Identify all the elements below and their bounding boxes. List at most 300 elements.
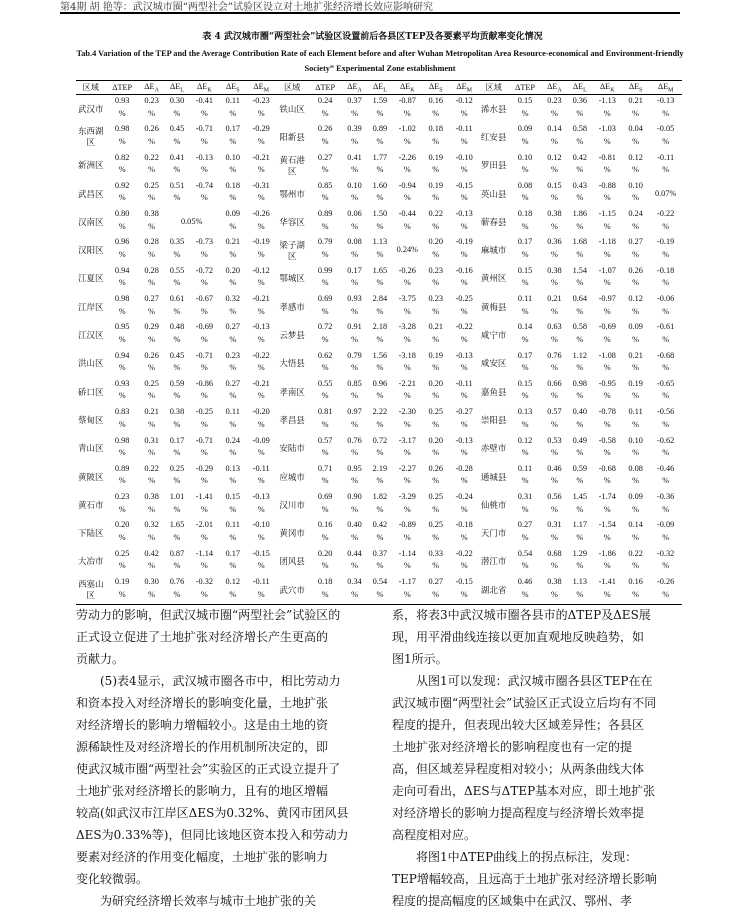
- value-cell: 0.22 %: [144, 152, 159, 175]
- value-cell: 0.48 %: [169, 322, 185, 344]
- value-cell: -1.17 %: [398, 577, 416, 599]
- region-cell: 黄石港区: [279, 154, 305, 176]
- value-cell: 0.21 %: [428, 322, 443, 344]
- value-cell: 0.29 %: [144, 322, 159, 344]
- value-cell: -1.08 %: [598, 350, 616, 373]
- region-cell: 黄梅县: [480, 301, 507, 312]
- paragraph-line: 土地扩张对经济增长的影响力，且有的地区增幅: [76, 784, 329, 798]
- region-cell: 梁子湖区: [279, 239, 305, 261]
- value-cell: -0.71 %: [195, 350, 214, 373]
- region-cell: 黄石市: [77, 499, 104, 510]
- value-cell: 0.10 %: [628, 180, 643, 203]
- region-cell: 湖北省: [480, 584, 507, 595]
- value-cell: 0.16 %: [628, 577, 643, 599]
- value-cell: 1.77 %: [372, 152, 388, 175]
- value-cell: 0.20 %: [114, 520, 130, 542]
- value-cell: 0.42 %: [372, 520, 388, 542]
- value-cell: 0.17 %: [517, 237, 533, 259]
- paragraph-line: (5)表4显示，武汉城市圈各市中，相比劳动力: [100, 674, 341, 688]
- region-cell: 红安县: [480, 131, 507, 142]
- value-cell: 0.45 %: [169, 124, 185, 146]
- value-cell: -0.09 %: [657, 520, 675, 542]
- value-cell: 0.55 %: [169, 265, 185, 288]
- region-cell: 仙桃市: [480, 499, 507, 510]
- value-cell: 0.27 %: [225, 322, 241, 344]
- value-cell: 0.24%: [396, 245, 419, 255]
- paragraph-line: 对经济增长的影响力提高程度与经济增长效率提: [392, 806, 645, 820]
- value-cell: 0.96 %: [372, 378, 388, 401]
- table-row: [76, 123, 682, 151]
- paragraph-line: 正式设立促进了土地扩张对经济增长产生更高的: [76, 630, 329, 644]
- value-cell: 0.26 %: [144, 124, 159, 146]
- value-cell: 0.20 %: [428, 378, 443, 401]
- region-cell: 鄂城区: [279, 273, 305, 284]
- value-cell: -0.25 %: [455, 294, 473, 316]
- value-cell: -0.65 %: [657, 378, 675, 401]
- value-cell: 1.50 %: [372, 209, 388, 231]
- region-cell: 新洲区: [77, 160, 104, 171]
- value-cell: 0.11 %: [225, 520, 240, 542]
- value-cell: -1.41 %: [598, 577, 616, 599]
- table-header-cell: $\Delta E_L$: [169, 81, 184, 94]
- paragraph-line: 对经济增长的影响力增幅较小。这是由土地的资: [76, 718, 329, 732]
- value-cell: -0.21 %: [252, 152, 270, 175]
- table-header-cell: 区域: [283, 83, 301, 92]
- value-cell: 0.89 %: [317, 209, 333, 231]
- value-cell: 0.42 %: [572, 152, 588, 175]
- running-header-text: 第4期 胡 艳等：武汉城市圈“两型社会”试验区设立对土地扩张经济增长效应影响研究: [60, 2, 433, 13]
- region-cell: 蔡甸区: [77, 414, 104, 425]
- table-header-cell: $\Delta E_M$: [456, 81, 472, 94]
- region-cell: 嘉鱼县: [480, 386, 507, 397]
- value-cell: -0.11 %: [252, 577, 270, 599]
- value-cell: 0.85 %: [347, 378, 362, 401]
- value-cell: -2.01 %: [195, 520, 214, 542]
- paragraph-line: 贡献力。: [76, 652, 125, 666]
- value-cell: 0.54 %: [372, 577, 388, 599]
- paragraph-line: TEP增幅较高，且远高于土地扩张对经济增长影响: [392, 872, 657, 886]
- value-cell: -0.13 %: [252, 492, 270, 514]
- left-column: [76, 604, 366, 912]
- paragraph-line: 高，但区域差异程度相对较小；从两条曲线大体: [392, 762, 645, 776]
- table-header-cell: $\Delta E_A$: [347, 81, 362, 94]
- value-cell: 0.61 %: [169, 294, 185, 316]
- value-cell: -1.15 %: [598, 209, 616, 231]
- value-cell: 0.08 %: [628, 463, 643, 486]
- paragraph-line: ΔES为0.33%等)，但同比该地区资本投入和劳动力: [76, 828, 349, 842]
- value-cell: -0.18 %: [455, 520, 473, 542]
- value-cell: -0.12 %: [252, 265, 270, 288]
- value-cell: 0.36 %: [572, 96, 588, 118]
- value-cell: 0.25 %: [144, 180, 159, 203]
- table-row: [76, 236, 682, 264]
- value-cell: 1.56 %: [372, 350, 388, 373]
- table-header-cell: 区域: [485, 83, 502, 92]
- paragraph-line: 武汉城市圈“两型社会”试验区正式设立后均有不同: [392, 696, 657, 710]
- value-cell: 0.45 %: [169, 350, 185, 373]
- value-cell: -0.16 %: [455, 265, 473, 288]
- region-cell: 西塞山区: [77, 579, 104, 601]
- value-cell: 0.97 %: [347, 407, 362, 429]
- value-cell: 0.98 %: [114, 294, 130, 316]
- value-cell: 0.05%: [180, 217, 203, 227]
- value-cell: 0.26 %: [144, 350, 159, 373]
- value-cell: 0.80 %: [114, 209, 130, 231]
- table-row: [76, 491, 682, 519]
- region-cell: 咸宁市: [480, 330, 507, 341]
- value-cell: 1.45 %: [572, 492, 588, 514]
- value-cell: -0.78 %: [598, 407, 616, 429]
- value-cell: 0.59 %: [169, 378, 185, 401]
- value-cell: 0.19 %: [428, 350, 443, 373]
- value-cell: 0.58 %: [572, 124, 588, 146]
- value-cell: -0.12 %: [455, 96, 473, 118]
- value-cell: 0.44 %: [347, 548, 362, 571]
- value-cell: -0.58 %: [598, 435, 616, 458]
- value-cell: -0.13 %: [455, 435, 473, 458]
- value-cell: -0.72 %: [195, 265, 214, 288]
- region-cell: 英山县: [480, 188, 507, 199]
- value-cell: 0.26 %: [428, 463, 443, 486]
- value-cell: 0.41 %: [347, 152, 362, 175]
- value-cell: 0.08 %: [517, 180, 533, 203]
- value-cell: 0.25 %: [169, 463, 185, 486]
- table-row: [76, 378, 682, 406]
- value-cell: 0.19 %: [114, 577, 130, 599]
- value-cell: 0.19 %: [628, 378, 643, 401]
- value-cell: 0.06 %: [347, 209, 362, 231]
- value-cell: 0.10 %: [347, 180, 362, 203]
- value-cell: 0.18 %: [317, 577, 333, 599]
- value-cell: 0.99 %: [317, 265, 333, 288]
- value-cell: 0.89 %: [114, 463, 130, 486]
- value-cell: 0.32 %: [225, 294, 241, 316]
- value-cell: -0.95 %: [598, 378, 616, 401]
- value-cell: 0.51 %: [169, 180, 185, 203]
- value-cell: -0.21 %: [252, 378, 270, 401]
- region-cell: 洪山区: [77, 358, 104, 369]
- value-cell: 0.11 %: [517, 463, 533, 486]
- value-cell: -0.22 %: [455, 548, 473, 571]
- value-cell: -0.13 %: [455, 209, 473, 231]
- value-cell: -0.26 %: [398, 265, 416, 288]
- value-cell: 0.20 %: [317, 548, 333, 571]
- region-cell: 汉南区: [77, 216, 104, 227]
- value-cell: 0.22 %: [428, 209, 443, 231]
- region-cell: 阳新县: [279, 131, 305, 142]
- paragraph-line: 程度的提高幅度的区域集中在武汉、鄂州、孝: [392, 894, 633, 908]
- value-cell: -0.15 %: [455, 180, 473, 203]
- value-cell: 0.27 %: [628, 237, 643, 259]
- value-cell: -0.26 %: [657, 577, 675, 599]
- value-cell: 0.23 %: [114, 492, 130, 514]
- region-cell: 咸安区: [480, 358, 507, 369]
- value-cell: 0.54 %: [517, 548, 533, 571]
- value-cell: 0.15 %: [517, 96, 533, 118]
- value-cell: 0.14 %: [628, 520, 643, 542]
- value-cell: 0.09 %: [628, 322, 643, 344]
- table-row: [76, 350, 682, 378]
- value-cell: 0.31 %: [547, 520, 562, 542]
- value-cell: 0.14 %: [517, 322, 533, 344]
- value-cell: 1.60 %: [372, 180, 388, 203]
- value-cell: -0.69 %: [598, 322, 616, 344]
- value-cell: -0.97 %: [598, 294, 616, 316]
- value-cell: 1.82 %: [372, 492, 388, 514]
- value-cell: 0.09 %: [517, 124, 533, 146]
- value-cell: 0.12 %: [547, 152, 562, 175]
- value-cell: 0.38 %: [547, 209, 562, 231]
- value-cell: 0.64 %: [572, 294, 588, 316]
- value-cell: -0.32 %: [195, 577, 214, 599]
- value-cell: -3.17 %: [398, 435, 416, 458]
- region-cell: 大冶市: [77, 556, 104, 567]
- value-cell: 0.16 %: [428, 96, 443, 118]
- value-cell: 2.18 %: [372, 322, 388, 344]
- value-cell: -2.26 %: [398, 152, 416, 175]
- value-cell: 0.17 %: [517, 350, 533, 373]
- running-header: [60, 0, 680, 14]
- value-cell: 0.24 %: [225, 435, 241, 458]
- value-cell: 0.58 %: [572, 322, 588, 344]
- value-cell: -0.19 %: [252, 237, 270, 259]
- value-cell: 0.20 %: [428, 435, 443, 458]
- data-table: [76, 80, 682, 605]
- value-cell: -0.10 %: [252, 520, 270, 542]
- right-column: [392, 604, 684, 912]
- value-cell: 0.33 %: [428, 548, 443, 571]
- value-cell: 0.19 %: [428, 180, 443, 203]
- table-header-cell: $\Delta E_L$: [572, 81, 587, 94]
- value-cell: 0.26 %: [317, 124, 333, 146]
- value-cell: 0.14 %: [547, 124, 562, 146]
- value-cell: -3.18 %: [398, 350, 416, 373]
- region-cell: 天门市: [480, 528, 507, 539]
- region-cell: 江岸区: [77, 301, 104, 312]
- value-cell: -0.56 %: [657, 407, 675, 429]
- value-cell: -0.81 %: [598, 152, 616, 175]
- value-cell: 0.90 %: [347, 492, 362, 514]
- value-cell: 0.12 %: [517, 435, 533, 458]
- value-cell: 0.93 %: [347, 294, 362, 316]
- value-cell: 1.13 %: [572, 577, 588, 599]
- value-cell: -0.11 %: [455, 378, 473, 401]
- value-cell: 0.23 %: [144, 96, 159, 118]
- region-cell: 云梦县: [279, 330, 305, 341]
- value-cell: -1.07 %: [598, 265, 616, 288]
- value-cell: 1.65 %: [372, 265, 388, 288]
- table-row: [76, 293, 682, 321]
- value-cell: -1.03 %: [598, 124, 616, 146]
- value-cell: 0.27 %: [317, 152, 333, 175]
- value-cell: 0.21 %: [225, 237, 241, 259]
- table-header-cell: $\Delta E_M$: [253, 81, 269, 94]
- paragraph-line: 程度的提升，但表现出较大区域差异性；各县区: [392, 718, 645, 732]
- region-cell: 江汉区: [77, 330, 104, 341]
- value-cell: -0.89 %: [398, 520, 416, 542]
- value-cell: 0.93 %: [114, 96, 130, 118]
- value-cell: -0.15 %: [455, 577, 473, 599]
- table-row: [76, 548, 682, 576]
- value-cell: 0.27 %: [225, 378, 241, 401]
- value-cell: -0.68 %: [657, 350, 675, 373]
- value-cell: -0.32 %: [657, 548, 675, 571]
- value-cell: 0.83 %: [114, 407, 130, 429]
- table-row: [76, 152, 682, 180]
- value-cell: 0.09 %: [225, 209, 241, 231]
- value-cell: 0.41 %: [169, 152, 185, 175]
- value-cell: 0.79 %: [317, 237, 333, 259]
- value-cell: 0.27 %: [517, 520, 533, 542]
- value-cell: 0.17 %: [347, 265, 362, 288]
- value-cell: -0.27 %: [455, 407, 473, 429]
- table-caption-cn: 表 4 武汉城市圈“两型社会”试验区设置前后各县区TEP及各要素平均贡献率变化情况: [202, 32, 543, 42]
- value-cell: -0.94 %: [398, 180, 416, 203]
- value-cell: -1.14 %: [195, 548, 214, 571]
- table-row: [76, 435, 682, 463]
- value-cell: -0.13 %: [455, 350, 473, 373]
- value-cell: 0.87 %: [169, 548, 185, 571]
- table-row: [76, 519, 682, 547]
- value-cell: 0.40 %: [347, 520, 362, 542]
- value-cell: 0.19 %: [428, 152, 443, 175]
- value-cell: -2.27 %: [398, 463, 416, 486]
- table-header-cell: $\Delta E_K$: [400, 81, 415, 94]
- value-cell: -0.13 %: [252, 322, 270, 344]
- value-cell: 0.12 %: [628, 152, 643, 175]
- region-cell: 通城县: [480, 471, 507, 482]
- value-cell: 0.72 %: [317, 322, 333, 344]
- value-cell: -0.29 %: [252, 124, 270, 146]
- paragraph-line: 从图1可以发现：武汉城市圈各县区TEP在在: [416, 674, 653, 688]
- value-cell: 1.13 %: [372, 237, 388, 259]
- value-cell: -0.06 %: [657, 294, 675, 316]
- value-cell: 0.17 %: [169, 435, 185, 458]
- value-cell: -0.71 %: [195, 124, 214, 146]
- value-cell: 1.17 %: [572, 520, 588, 542]
- value-cell: 0.38 %: [169, 407, 185, 429]
- value-cell: 0.08 %: [347, 237, 362, 259]
- value-cell: 0.93 %: [114, 378, 130, 401]
- value-cell: 0.16 %: [317, 520, 333, 542]
- table-header-cell: $\Delta E_A$: [547, 81, 562, 94]
- value-cell: 0.21 %: [628, 350, 643, 373]
- value-cell: -0.62 %: [657, 435, 675, 458]
- value-cell: -0.86 %: [195, 378, 214, 401]
- value-cell: 1.29 %: [572, 548, 588, 571]
- region-cell: 硚口区: [77, 386, 104, 397]
- value-cell: 0.94 %: [114, 350, 130, 373]
- value-cell: 0.39 %: [347, 124, 362, 146]
- value-cell: -3.29 %: [398, 492, 416, 514]
- region-cell: 武昌区: [77, 188, 104, 199]
- paragraph-line: 使武汉城市圈“两型社会”实验区的正式设立提升了: [76, 762, 341, 776]
- value-cell: -0.69 %: [195, 322, 214, 344]
- value-cell: 0.43 %: [572, 180, 588, 203]
- value-cell: 2.19 %: [372, 463, 388, 486]
- value-cell: -2.21 %: [398, 378, 416, 401]
- value-cell: 0.25 %: [114, 548, 130, 571]
- value-cell: 0.56 %: [547, 492, 562, 514]
- table-header-cell: $\Delta E_A$: [144, 81, 159, 94]
- value-cell: 0.79 %: [347, 350, 362, 373]
- table-row: [76, 95, 682, 124]
- value-cell: 0.31 %: [517, 492, 533, 514]
- value-cell: 0.49 %: [572, 435, 588, 458]
- value-cell: 0.37 %: [347, 96, 362, 118]
- region-cell: 赤壁市: [480, 443, 507, 454]
- value-cell: 0.25 %: [428, 520, 443, 542]
- value-cell: 0.98 %: [572, 378, 588, 401]
- value-cell: 0.23 %: [428, 265, 443, 288]
- region-cell: 江夏区: [77, 273, 104, 284]
- value-cell: 0.92 %: [114, 180, 130, 203]
- table-row: [76, 208, 682, 236]
- value-cell: -0.15 %: [252, 548, 270, 571]
- value-cell: 0.20 %: [428, 237, 443, 259]
- value-cell: 0.23 %: [428, 294, 443, 316]
- paragraph-line: 和资本投入对经济增长的影响变化量，土地扩张: [76, 696, 329, 710]
- paragraph-line: 较高(如武汉市江岸区ΔES为0.32%、黄冈市团风县: [76, 806, 349, 820]
- value-cell: -0.09 %: [252, 435, 270, 458]
- value-cell: 0.25 %: [428, 407, 443, 429]
- value-cell: 1.68 %: [572, 237, 588, 259]
- value-cell: 0.71 %: [317, 463, 333, 486]
- value-cell: 0.10 %: [517, 152, 533, 175]
- value-cell: 1.01 %: [169, 492, 185, 514]
- table-row: [76, 576, 682, 605]
- table-header-cell: $\Delta E_L$: [372, 81, 387, 94]
- value-cell: 0.09 %: [628, 492, 643, 514]
- value-cell: -0.61 %: [657, 322, 675, 344]
- region-cell: 汉川市: [279, 499, 305, 510]
- value-cell: -0.22 %: [657, 209, 675, 231]
- value-cell: 2.84 %: [372, 294, 388, 316]
- value-cell: 0.30 %: [169, 96, 185, 118]
- value-cell: 0.57 %: [317, 435, 333, 458]
- value-cell: -0.46 %: [657, 463, 675, 486]
- value-cell: 0.38 %: [547, 577, 562, 599]
- value-cell: 0.21 %: [144, 407, 159, 429]
- value-cell: -0.11 %: [657, 152, 675, 175]
- value-cell: -0.68 %: [598, 463, 616, 486]
- value-cell: -0.26 %: [252, 209, 270, 231]
- value-cell: 1.12 %: [572, 350, 588, 373]
- value-cell: -0.11 %: [455, 124, 473, 146]
- value-cell: 0.98 %: [114, 124, 130, 146]
- value-cell: -0.19 %: [657, 237, 675, 259]
- value-cell: -0.29 %: [195, 463, 214, 486]
- value-cell: 0.36 %: [547, 237, 562, 259]
- value-cell: 0.38 %: [547, 265, 562, 288]
- value-cell: 0.69 %: [317, 294, 333, 316]
- value-cell: -0.25 %: [195, 407, 214, 429]
- table-row: [76, 406, 682, 434]
- value-cell: -0.41 %: [195, 96, 214, 118]
- value-cell: 0.76 %: [547, 350, 562, 373]
- value-cell: -0.73 %: [195, 237, 214, 259]
- value-cell: 0.38 %: [144, 209, 159, 231]
- value-cell: 1.65 %: [169, 520, 185, 542]
- value-cell: 0.95 %: [347, 463, 362, 486]
- region-cell: 黄陂区: [77, 471, 104, 482]
- region-cell: 鄂州市: [279, 188, 305, 199]
- value-cell: -0.10 %: [455, 152, 473, 175]
- region-cell: 孝南区: [279, 386, 305, 397]
- value-cell: 0.18 %: [517, 209, 533, 231]
- value-cell: -0.71 %: [195, 435, 214, 458]
- value-cell: 0.27 %: [428, 577, 443, 599]
